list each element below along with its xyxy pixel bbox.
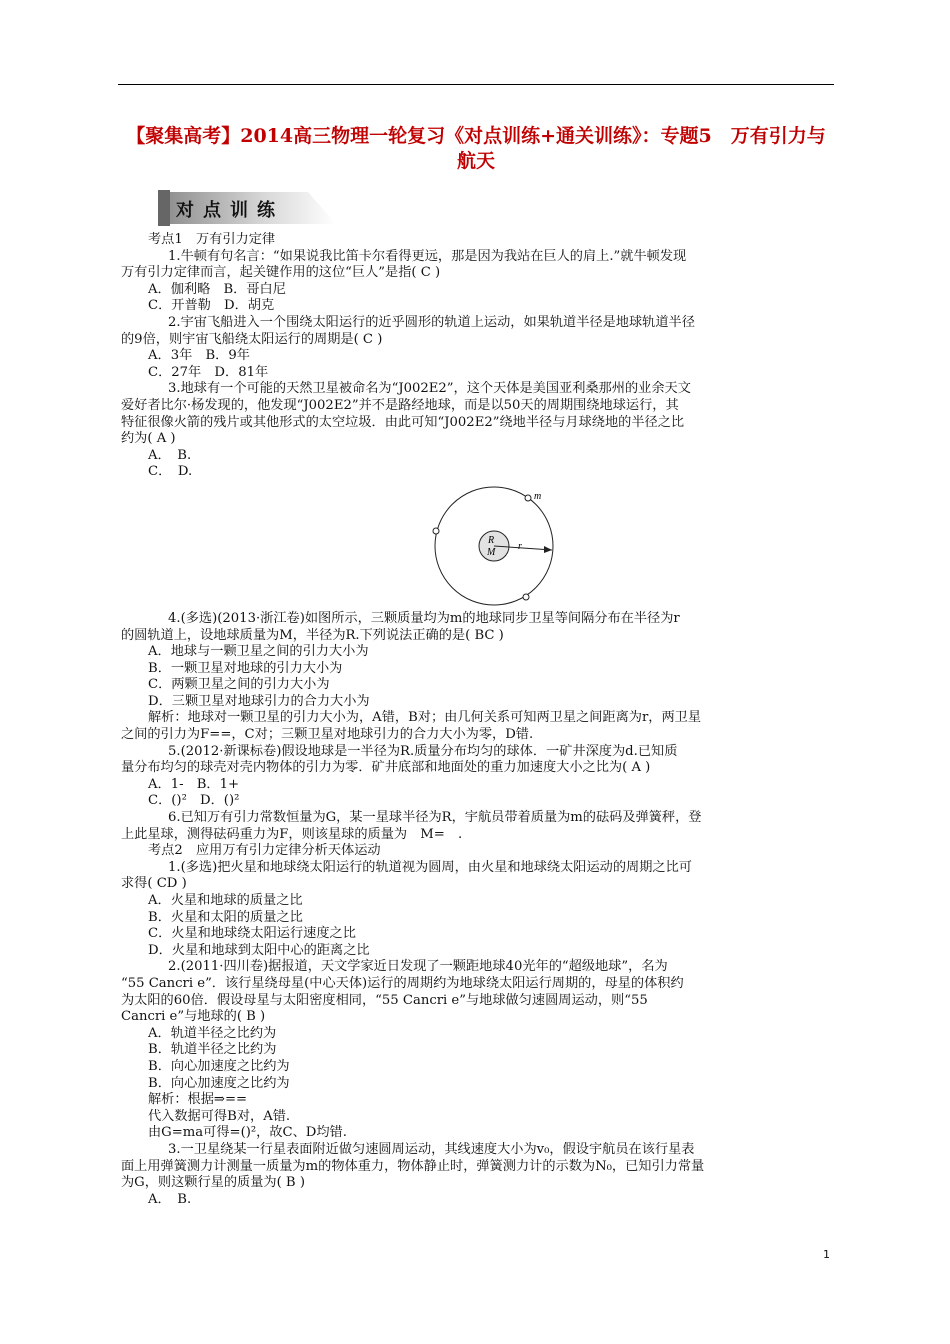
option-line: A． B. <box>148 447 192 463</box>
question-line: Cancri e”与地球的( B ) <box>121 1009 266 1025</box>
option-line: B．向心加速度之比约为 <box>148 1075 290 1091</box>
option-line: C．火星和地球绕太阳运行速度之比 <box>148 926 356 942</box>
question-line: 上此星球，测得砝码重力为F，则该星球的质量为 M= . <box>121 826 463 842</box>
option-line: A．3年 B．9年 <box>148 348 250 364</box>
option-line: C．开普勒 D．胡克 <box>148 298 275 314</box>
satellite-left <box>433 528 439 534</box>
label-R: R <box>488 534 495 546</box>
question-line: 6.已知万有引力常数恒量为G，某一星球半径为R，宇航员带着质量为m的砝码及弹簧秤，登 <box>168 810 702 826</box>
question-line: 爱好者比尔·杨发现的，他发现“J002E2”并不是路经地球，而是以50天的周期围绕地球运行，其 <box>121 397 679 413</box>
option-line: D．火星和地球到太阳中心的距离之比 <box>148 942 370 958</box>
banner-label: 对点训练 <box>176 200 284 221</box>
option-line: B．向心加速度之比约为 <box>148 1058 290 1074</box>
question-line: 4.(多选)(2013·浙江卷)如图所示，三颗质量均为m的地球同步卫星等间隔分布在半径为r <box>168 610 680 626</box>
question-line: 的9倍，则宇宙飞船绕太阳运行的周期是( C ) <box>121 331 383 347</box>
question-line: 5.(2012·新课标卷)假设地球是一半径为R.质量分布均匀的球体．一矿井深度为d.已知质 <box>168 743 678 759</box>
topic-heading: 考点1 万有引力定律 <box>148 232 276 247</box>
header-rule <box>118 84 834 85</box>
question-line: 万有引力定律而言，起关键作用的这位“巨人”是指( C ) <box>121 265 441 281</box>
question-line: 3.地球有一个可能的天然卫星被命名为“J002E2”，这个天体是美国亚利桑那州的业余天文 <box>168 381 691 397</box>
question-line: 1.(多选)把火星和地球绕太阳运行的轨道视为圆周，由火星和地球绕太阳运动的周期之比可 <box>168 859 692 875</box>
solution-line: 解析：地球对一颗卫星的引力大小为，A错，B对；由几何关系可知两卫星之间距离为r，两卫星 <box>148 710 702 726</box>
satellite-bottom <box>523 594 529 600</box>
option-line: A．地球与一颗卫星之间的引力大小为 <box>148 644 369 660</box>
question-line: 2.宇宙飞船进入一个围绕太阳运行的近乎圆形的轨道上运动，如果轨道半径是地球轨道半径 <box>168 314 695 330</box>
question-line: 面上用弹簧测力计测量一质量为m的物体重力，物体静止时，弹簧测力计的示数为N₀，已知引力常量 <box>121 1158 705 1174</box>
solution-line: 代入数据可得B对，A错. <box>148 1108 291 1124</box>
option-line: A．伽利略 B．哥白尼 <box>148 281 286 297</box>
option-line: C．()² D．()² <box>148 793 240 809</box>
question-line: 为太阳的60倍．假设母星与太阳密度相同，“55 Cancri e”与地球做匀速圆周运动，则“55 <box>121 992 648 1008</box>
label-r: r <box>518 540 522 552</box>
option-line: C． D. <box>148 464 193 480</box>
option-line: A．1- B．1+ <box>148 776 240 792</box>
option-line: A．火星和地球的质量之比 <box>148 893 303 908</box>
question-line: 约为( A ) <box>121 431 176 447</box>
topic-heading: 考点2 应用万有引力定律分析天体运动 <box>148 843 381 859</box>
label-M: M <box>487 546 496 558</box>
option-line: C．两颗卫星之间的引力大小为 <box>148 677 330 693</box>
document-title: 【聚集高考】2014高三物理一轮复习《对点训练+通关训练》：专题5 万有引力与航天 <box>126 125 826 172</box>
question-line: 求得( CD ) <box>121 876 187 892</box>
question-line: 特征很像火箭的残片或其他形式的太空垃圾．由此可知“J002E2”绕地半径与月球绕地的半径之比 <box>121 414 685 430</box>
question-line: “55 Cancri e”．该行星绕母星(中心天体)运行的周期约为地球绕太阳运行周期的，母星的体积约 <box>121 975 684 991</box>
option-line: B．一颗卫星对地球的引力大小为 <box>148 660 343 676</box>
question-line: 3.一卫星绕某一行星表面附近做匀速圆周运动，其线速度大小为v₀，假设宇航员在该行星表 <box>168 1141 695 1157</box>
orbit-diagram <box>430 481 560 611</box>
option-line: B．轨道半径之比约为 <box>148 1042 277 1058</box>
option-line: B．火星和太阳的质量之比 <box>148 909 303 925</box>
page-number: 1 <box>823 1248 830 1261</box>
question-line: 2.(2011·四川卷)据报道，天文学家近日发现了一颗距地球40光年的“超级地球”，名为 <box>168 959 668 975</box>
question-line: 为G，则这颗行星的质量为( B ) <box>121 1175 305 1191</box>
radius-arrow <box>544 546 552 553</box>
question-line: 的圆轨道上，设地球质量为M，半径为R.下列说法正确的是( BC ) <box>121 627 504 643</box>
question-line: 量分布均匀的球壳对壳内物体的引力为零．矿井底部和地面处的重力加速度大小之比为( A ) <box>121 760 651 776</box>
solution-line: 解析：根据⇒== <box>148 1092 248 1108</box>
option-line: C．27年 D．81年 <box>148 364 269 380</box>
option-line: A． B. <box>148 1191 192 1207</box>
solution-line: 之间的引力为F==，C对；三颗卫星对地球引力的合力大小为零，D错. <box>121 727 534 743</box>
satellite-top <box>525 495 531 501</box>
document-body <box>121 232 838 1208</box>
label-m: m <box>534 490 542 502</box>
option-line: D．三颗卫星对地球引力的合力大小为 <box>148 693 370 709</box>
orbit-figure <box>148 481 838 611</box>
section-banner <box>158 190 338 226</box>
question-line: 1.牛顿有句名言：“如果说我比笛卡尔看得更远，那是因为我站在巨人的肩上.”就牛顿发现 <box>168 248 687 264</box>
option-line: A．轨道半径之比约为 <box>148 1025 277 1041</box>
solution-line: 由G=ma可得=()²，故C、D均错. <box>148 1125 347 1141</box>
